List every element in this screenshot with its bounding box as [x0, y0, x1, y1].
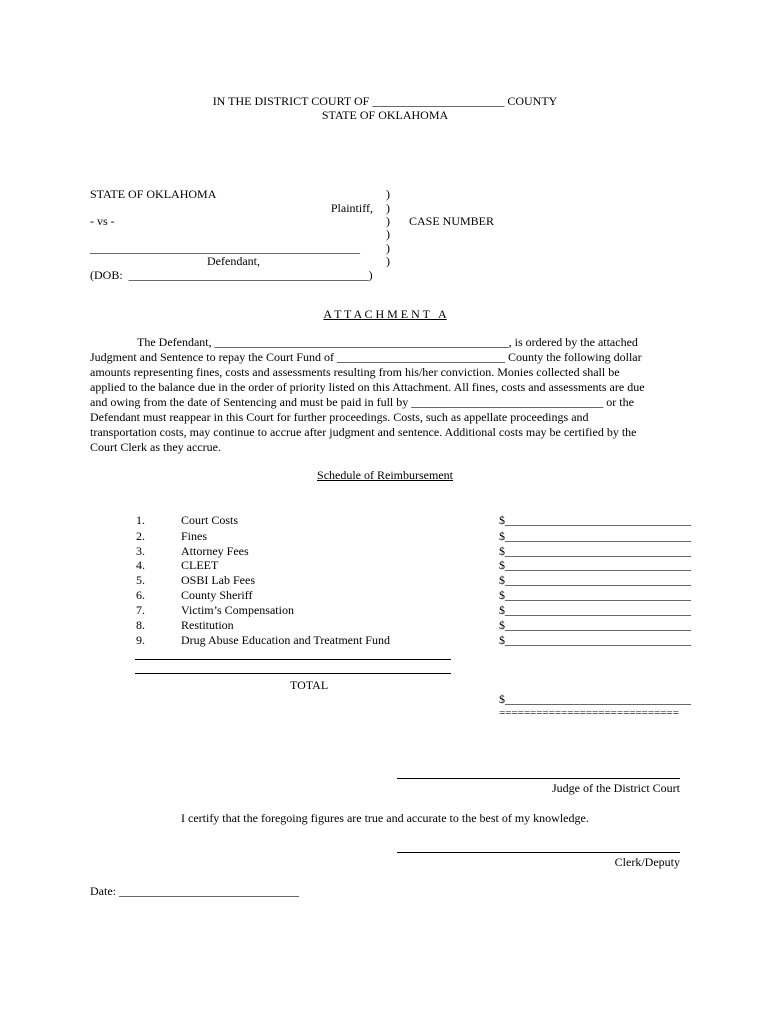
item-amount-line: $_______________________________	[499, 558, 691, 572]
versus-label: - vs -	[90, 214, 115, 228]
court-header-line: IN THE DISTRICT COURT OF ______________________ COUNTY	[212, 94, 558, 108]
item-label: Restitution	[181, 618, 234, 632]
item-number: 9.	[136, 633, 145, 647]
item-label: Victim’s Compensation	[181, 603, 294, 617]
item-number: 1.	[136, 513, 145, 527]
item-amount-line: $_______________________________	[499, 618, 691, 632]
item-amount-line: $_______________________________	[499, 513, 691, 527]
defendant-name-line: _____________________________________________	[90, 241, 360, 255]
blank-item-line	[135, 659, 451, 660]
item-amount-line: $_______________________________	[499, 573, 691, 587]
item-amount-line: $_______________________________	[499, 603, 691, 617]
dob-line: (DOB: ________________________________________)	[90, 268, 373, 282]
caption-paren: )	[386, 187, 390, 201]
judge-signature-label: Judge of the District Court	[552, 781, 680, 795]
item-number: 5.	[136, 573, 145, 587]
item-label: Court Costs	[181, 513, 239, 527]
schedule-title: Schedule of Reimbursement	[317, 468, 453, 482]
attachment-title: A T T A C H M E N T A	[323, 307, 447, 321]
date-line: Date: ______________________________	[90, 884, 299, 898]
clerk-signature-label: Clerk/Deputy	[614, 855, 680, 869]
case-number-label: CASE NUMBER	[409, 214, 495, 228]
caption-paren: )	[386, 227, 390, 241]
item-amount-line: $_______________________________	[499, 633, 691, 647]
caption-paren: )	[386, 241, 390, 255]
item-number: 6.	[136, 588, 145, 602]
total-double-underline: =============================	[499, 707, 679, 719]
plaintiff-state: STATE OF OKLAHOMA	[90, 187, 217, 201]
item-label: OSBI Lab Fees	[181, 573, 255, 587]
certification-text: I certify that the foregoing figures are true and accurate to the best of my knowledge.	[181, 811, 589, 825]
item-number: 4.	[136, 558, 145, 572]
item-number: 8.	[136, 618, 145, 632]
item-amount-line: $_______________________________	[499, 529, 691, 543]
caption-paren: )	[386, 254, 390, 268]
clerk-signature-line	[397, 852, 680, 853]
item-amount-line: $_______________________________	[499, 588, 691, 602]
total-label: TOTAL	[290, 678, 329, 692]
plaintiff-label: Plaintiff,	[330, 201, 373, 215]
item-number: 2.	[136, 529, 145, 543]
item-label: County Sheriff	[181, 588, 253, 602]
item-number: 3.	[136, 544, 145, 558]
judge-signature-line	[397, 778, 680, 779]
item-number: 7.	[136, 603, 145, 617]
state-header-line: STATE OF OKLAHOMA	[321, 108, 449, 122]
blank-item-line	[135, 673, 451, 674]
item-label: Attorney Fees	[181, 544, 249, 558]
item-label: Drug Abuse Education and Treatment Fund	[181, 633, 390, 647]
defendant-label: Defendant,	[207, 254, 260, 268]
item-label: Fines	[181, 529, 208, 543]
attachment-body-text: The Defendant, _________________________________________________, is ordered by the attached Judgment and Sentence to repay the Court Fund of ____________________________ County the following dollar amounts representing fines, costs and assessments resulting from his/her conviction. Monies collected shall be applied to the balance due in the order of priority listed on this Attachment. All fines, costs and assessments are due and owing from the date of Sentencing and must be paid in full by ________________________________ or the Defendant must reappear in this Court for further proceedings. Costs, such as appellate proceedings and transportation costs, may continue to accrue after judgment and sentence. Additional costs may be certified by the Court Clerk as they accrue.	[90, 335, 645, 454]
item-amount-line: $_______________________________	[499, 544, 691, 558]
total-amount-line: $_______________________________	[499, 692, 691, 706]
caption-paren: )	[386, 201, 390, 215]
item-label: CLEET	[181, 558, 219, 572]
caption-paren: )	[386, 214, 390, 228]
